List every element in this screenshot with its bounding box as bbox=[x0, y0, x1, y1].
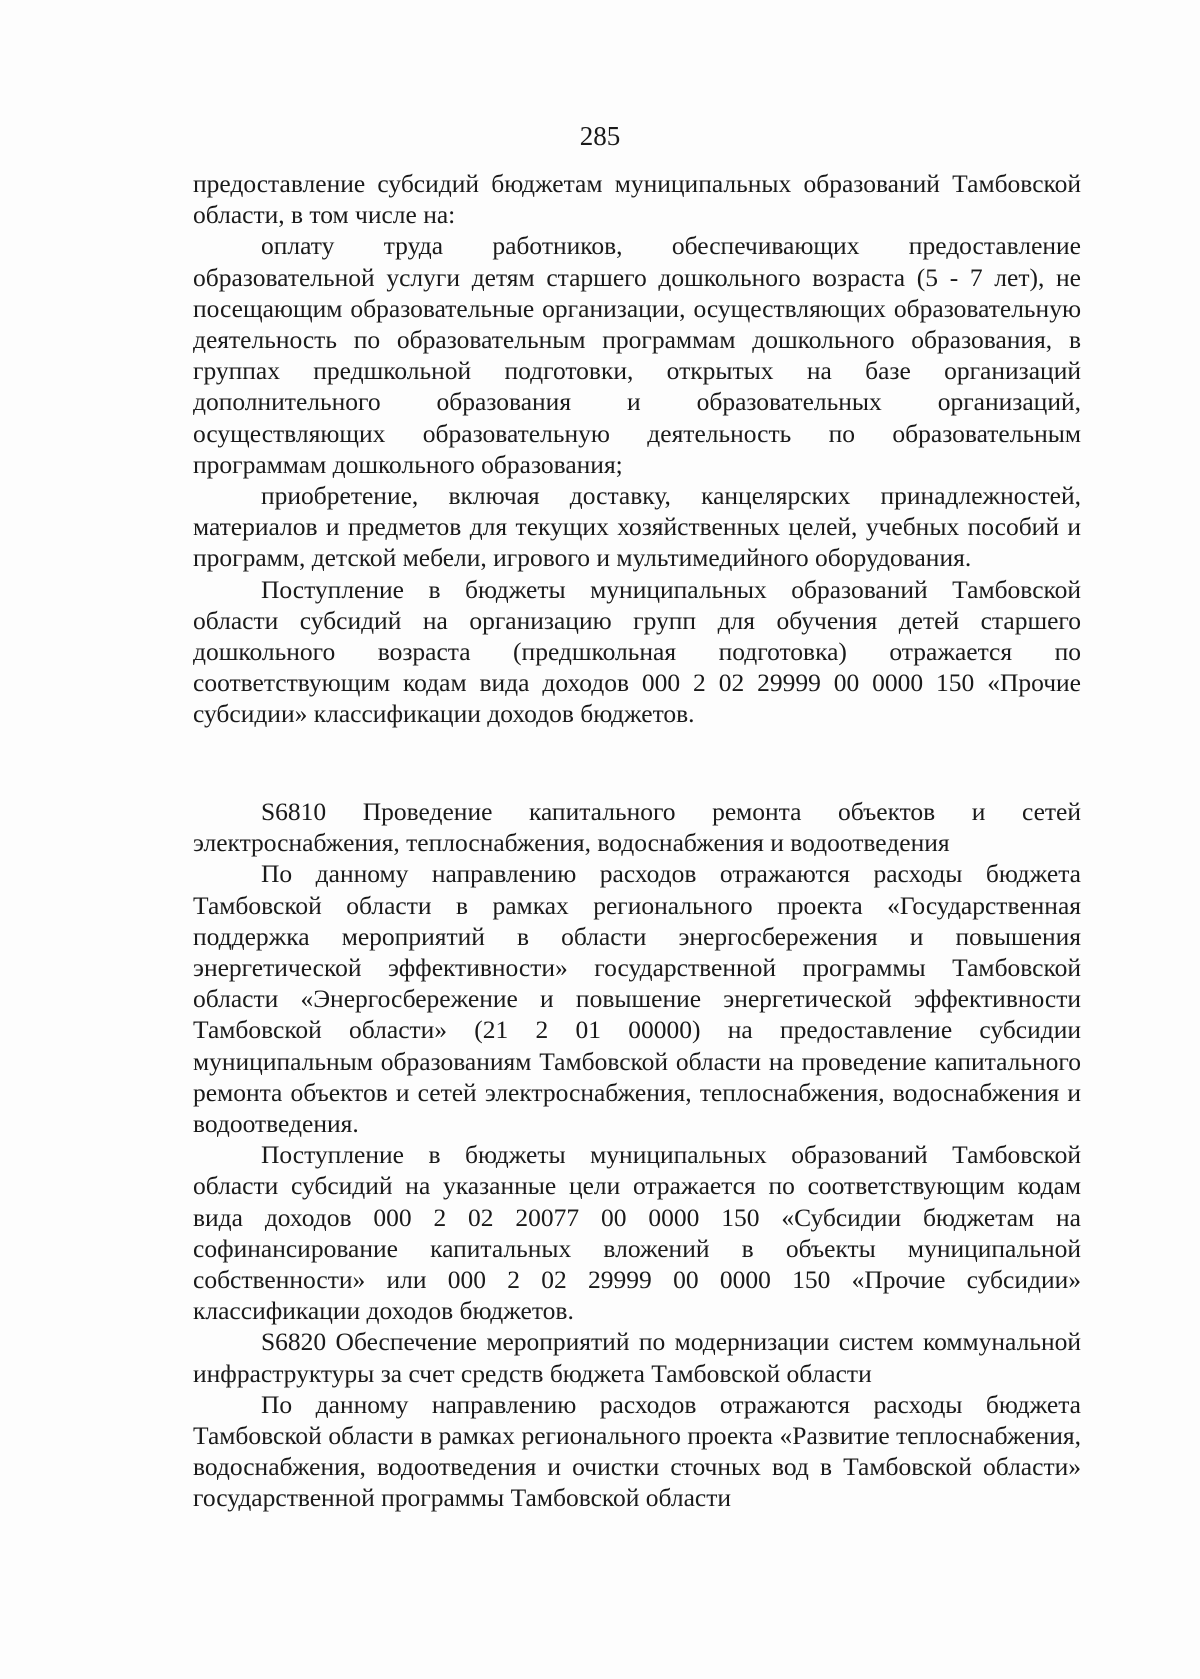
paragraph-s6820-description: По данному направлению расходов отражаются расходы бюджета Тамбовской области в рамках регионального проекта «Развитие теплоснабжения, водоснабжения, водоотведения и очистки сточных вод в Тамбовской области» государственной программы Тамбовской области bbox=[193, 1389, 1081, 1513]
page-number: 285 bbox=[579, 121, 621, 151]
paragraph-s6810-description: По данному направлению расходов отражаются расходы бюджета Тамбовской области в рамках регионального проекта «Государственная поддержка мероприятий в области энергосбережения и повышения энергетической эффективности» государственной программы Тамбовской области «Энергосбережение и повышение энергетической эффективности Тамбовской области» (21 2 01 00000) на предоставление субсидии муниципальным образованиям Тамбовской области на проведение капитального ремонта объектов и сетей электроснабжения, теплоснабжения, водоснабжения и водоотведения. bbox=[193, 859, 1081, 1139]
text-block-top bbox=[193, 168, 1081, 730]
paragraph-income-preschool: Поступление в бюджеты муниципальных образований Тамбовской области субсидий на организацию групп для обучения детей старшего дошкольного возраста (предшкольная подготовка) отражается по соответствующим кодам вида доходов 000 2 02 29999 00 0000 150 «Прочие субсидии» классификации доходов бюджетов. bbox=[193, 574, 1081, 729]
heading-s6820: S6820 Обеспечение мероприятий по модернизации систем коммунальной инфраструктуры за счет средств бюджета Тамбовской области bbox=[193, 1327, 1081, 1388]
paragraph-purchase: приобретение, включая доставку, канцелярских принадлежностей, материалов и предметов для текущих хозяйственных целей, учебных пособий и программ, детской мебели, игрового и мультимедийного оборудования. bbox=[193, 481, 1081, 573]
paragraph-labor-payment: оплату труда работников, обеспечивающих предоставление образовательной услуги детям старшего дошкольного возраста (5 - 7 лет), не посещающим образовательные организации, осуществляющих образовательную деятельность по образовательным программам дошкольного образования, в группах предшкольной подготовки, открытых на базе организаций дополнительного образования и образовательных организаций, осуществляющих образовательную деятельность по образовательным программам дошкольного образования; bbox=[193, 231, 1081, 479]
text-block-bottom bbox=[193, 796, 1081, 1514]
heading-s6810: S6810 Проведение капитального ремонта объектов и сетей электроснабжения, теплоснабжения, водоснабжения и водоотведения bbox=[193, 797, 1081, 858]
paragraph-subsidies-intro: предоставление субсидий бюджетам муниципальных образований Тамбовской области, в том числе на: bbox=[193, 169, 1081, 230]
paragraph-s6810-income: Поступление в бюджеты муниципальных образований Тамбовской области субсидий на указанные цели отражается по соответствующим кодам вида доходов 000 2 02 20077 00 0000 150 «Субсидии бюджетам на софинансирование капитальных вложений в объекты муниципальной собственности» или 000 2 02 29999 00 0000 150 «Прочие субсидии» классификации доходов бюджетов. bbox=[193, 1140, 1081, 1326]
